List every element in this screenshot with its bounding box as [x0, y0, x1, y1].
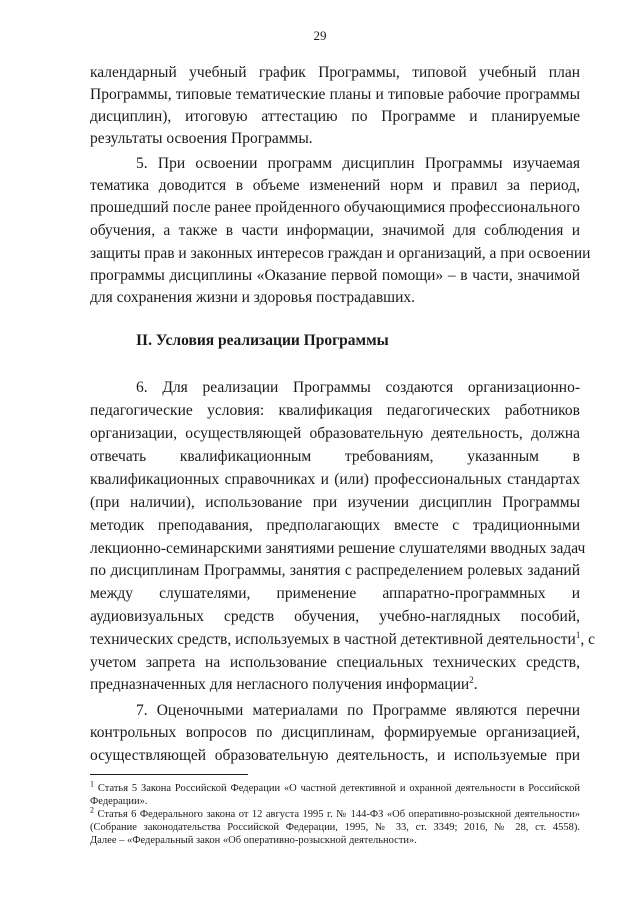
para6-line: лекционно-семинарскими занятиями решение слушателями вводных задач — [90, 540, 586, 557]
para6-line: квалификационных справочниках и (или) профессиональных стандартах — [90, 471, 580, 488]
para5-line: 5. При освоении программ дисциплин Программы изучаемая — [136, 155, 580, 172]
intro-line: Программы, типовые тематические планы и типовые рабочие программы — [90, 86, 580, 103]
para6-line-tail: , с — [580, 631, 595, 648]
para6-line-text: предназначенных для негласного получения информации — [90, 676, 470, 693]
footnote-1-mark: 1 — [90, 779, 94, 789]
para6-line-text: технических средств, используемых в частной детективной деятельности — [90, 631, 576, 648]
page-number: 29 — [313, 28, 327, 43]
para6-line-tail: . — [473, 676, 478, 693]
para6-line: (при наличии), использование при изучении дисциплин Программы — [90, 494, 580, 511]
footnote-1 — [90, 779, 580, 795]
footnote-ref-2: 2 — [469, 674, 474, 685]
para5-line: прошедший после ранее пройденного обучающимися профессионального — [90, 199, 580, 216]
footnote-1-cont: Федерации». — [90, 796, 148, 807]
para6-line: отвечать квалификационным требованиям, указанным в — [90, 448, 580, 465]
footnote-2-cont: (Собрание законодательства Российской Федерации, 1995, № 33, ст. 3349; 2016, № 28, ст. 4558). — [90, 822, 580, 833]
footnote-separator — [90, 774, 248, 775]
para6-line — [90, 674, 580, 696]
para7-line: осуществляющей образовательную деятельность, и используемые при — [90, 747, 580, 764]
para6-line: методик преподавания, предполагающих вместе с традиционными — [90, 517, 580, 534]
section-heading: II. Условия реализации Программы — [136, 332, 389, 349]
para5-line: обучения, а также в части информации, значимой для соблюдения и — [90, 222, 580, 239]
para6-line: педагогические условия: квалификация педагогических работников — [90, 402, 580, 419]
footnote-ref-1: 1 — [575, 629, 581, 640]
footnote-2-text: Статья 6 Федерального закона от 12 августа 1995 г. № 144-ФЗ «Об оперативно-розыскной деятельности» — [94, 809, 580, 820]
intro-line: дисциплин), итоговую аттестацию по Программе и планируемые — [90, 108, 580, 125]
para6-line: между слушателями, применение аппаратно-программных и — [90, 585, 580, 602]
footnote-2-cont: Далее – «Федеральный закон «Об оперативно-розыскной деятельности». — [90, 835, 417, 846]
para6-line — [90, 629, 595, 651]
para5-line: тематика доводится в объеме изменений норм и правил за период, — [90, 177, 580, 194]
footnote-1-text: Статья 5 Закона Российской Федерации «О частной детективной и охранной деятельности в Российской — [94, 783, 580, 794]
para6-line: аудиовизуальных средств обучения, учебно-наглядных пособий, — [90, 608, 580, 625]
footnote-2-mark: 2 — [90, 805, 94, 815]
para7-line: контрольных вопросов по дисциплинам, формируемые организацией, — [90, 724, 580, 741]
para6-line: учетом запрета на использование специальных технических средств, — [90, 654, 580, 671]
para5-line: для сохранения жизни и здоровья пострадавших. — [90, 289, 415, 306]
para6-line: по дисциплинам Программы, занятия с распределением ролевых заданий — [90, 562, 580, 579]
para5-line: программы дисциплины «Оказание первой помощи» – в части, значимой — [90, 267, 580, 284]
para7-line: 7. Оценочными материалами по Программе являются перечни — [136, 702, 580, 719]
intro-line: результаты освоения Программы. — [90, 130, 313, 147]
para5-line: защиты прав и законных интересов граждан и организаций, а при освоении — [90, 245, 591, 262]
para6-line: 6. Для реализации Программы создаются организационно- — [136, 379, 580, 396]
footnote-2 — [90, 805, 580, 821]
para6-line: организации, осуществляющей образовательную деятельность, должна — [90, 425, 580, 442]
intro-line: календарный учебный график Программы, типовой учебный план — [90, 64, 580, 81]
